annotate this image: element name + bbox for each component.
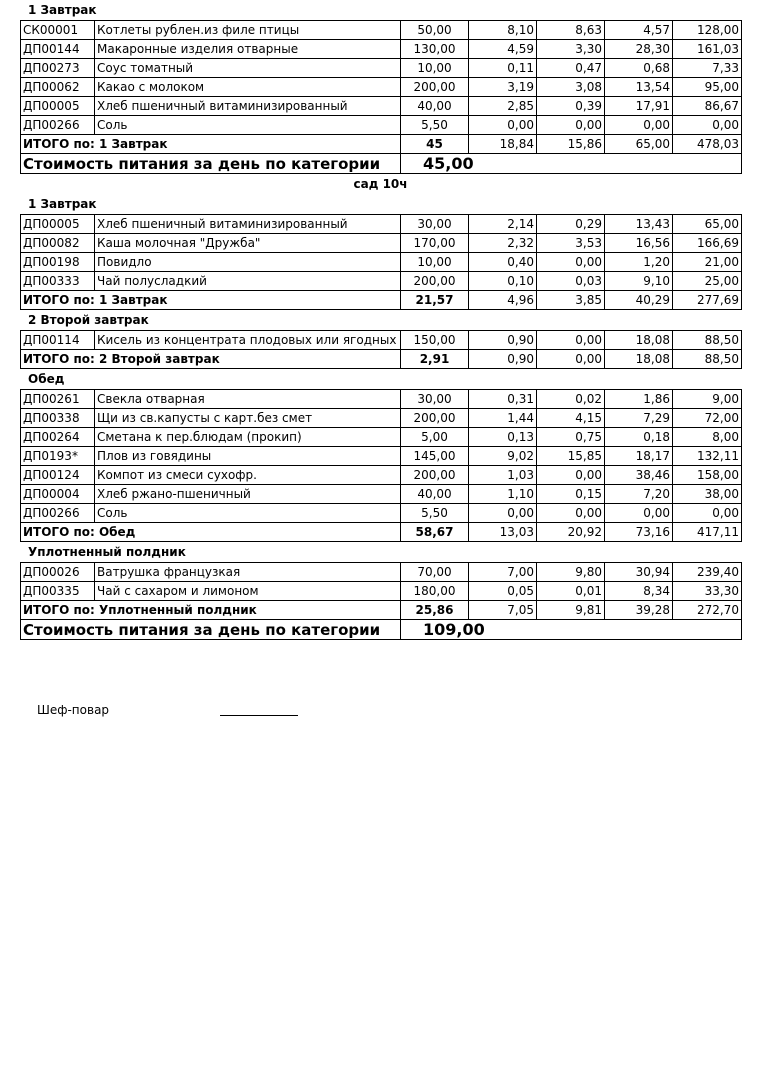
portion-weight: 10,00 (401, 59, 469, 78)
carbs: 18,17 (605, 447, 673, 466)
dish-name: Щи из св.капусты с карт.без смет (95, 409, 401, 428)
calories: 158,00 (673, 466, 742, 485)
dish-name: Какао с молоком (95, 78, 401, 97)
proteins: 9,02 (469, 447, 537, 466)
dish-code: ДП00062 (21, 78, 95, 97)
calories: 161,03 (673, 40, 742, 59)
fats: 0,00 (537, 253, 605, 272)
total-calories: 478,03 (673, 135, 742, 154)
proteins: 3,19 (469, 78, 537, 97)
total-row (21, 291, 742, 310)
table-row (21, 215, 742, 234)
proteins: 2,14 (469, 215, 537, 234)
fats: 0,00 (537, 504, 605, 523)
table-row (21, 78, 742, 97)
dish-code: ДП00082 (21, 234, 95, 253)
portion-weight: 40,00 (401, 97, 469, 116)
calories: 95,00 (673, 78, 742, 97)
fats: 0,15 (537, 485, 605, 504)
fats: 3,53 (537, 234, 605, 253)
carbs: 13,54 (605, 78, 673, 97)
fats: 0,00 (537, 466, 605, 485)
total-fats: 3,85 (537, 291, 605, 310)
total-label: ИТОГО по: Уплотненный полдник (21, 601, 401, 620)
dish-code: ДП00273 (21, 59, 95, 78)
dish-code: ДП00144 (21, 40, 95, 59)
portion-weight: 70,00 (401, 563, 469, 582)
section-title: 2 Второй завтрак (28, 313, 149, 327)
portion-weight: 30,00 (401, 390, 469, 409)
dish-name: Свекла отварная (95, 390, 401, 409)
proteins: 0,13 (469, 428, 537, 447)
proteins: 2,85 (469, 97, 537, 116)
total-carbs: 65,00 (605, 135, 673, 154)
fats: 0,75 (537, 428, 605, 447)
dish-name: Чай полусладкий (95, 272, 401, 291)
dish-name: Соус томатный (95, 59, 401, 78)
fats: 0,03 (537, 272, 605, 291)
calories: 0,00 (673, 504, 742, 523)
section-title: Уплотненный полдник (28, 545, 186, 559)
calories: 25,00 (673, 272, 742, 291)
daily-cost-row (21, 620, 742, 640)
proteins: 0,90 (469, 331, 537, 350)
fats: 0,00 (537, 116, 605, 135)
dish-name: Хлеб пшеничный витаминизированный (95, 215, 401, 234)
carbs: 30,94 (605, 563, 673, 582)
total-label: ИТОГО по: 1 Завтрак (21, 135, 401, 154)
calories: 21,00 (673, 253, 742, 272)
table-row (21, 447, 742, 466)
total-carbs: 40,29 (605, 291, 673, 310)
carbs: 28,30 (605, 40, 673, 59)
dish-code: ДП00335 (21, 582, 95, 601)
carbs: 9,10 (605, 272, 673, 291)
proteins: 0,00 (469, 116, 537, 135)
proteins: 0,11 (469, 59, 537, 78)
proteins: 0,05 (469, 582, 537, 601)
carbs: 4,57 (605, 21, 673, 40)
table-row (21, 409, 742, 428)
carbs: 0,00 (605, 116, 673, 135)
table-row (21, 563, 742, 582)
carbs: 0,00 (605, 504, 673, 523)
dish-code: ДП00266 (21, 504, 95, 523)
carbs: 0,18 (605, 428, 673, 447)
fats: 0,39 (537, 97, 605, 116)
total-proteins: 7,05 (469, 601, 537, 620)
total-calories: 277,69 (673, 291, 742, 310)
table-row (21, 116, 742, 135)
total-proteins: 4,96 (469, 291, 537, 310)
dish-code: ДП00005 (21, 97, 95, 116)
table-row (21, 234, 742, 253)
table-row (21, 504, 742, 523)
fats: 9,80 (537, 563, 605, 582)
proteins: 1,10 (469, 485, 537, 504)
carbs: 13,43 (605, 215, 673, 234)
dish-code: СК00001 (21, 21, 95, 40)
total-calories: 272,70 (673, 601, 742, 620)
menu-table (20, 330, 742, 369)
proteins: 2,32 (469, 234, 537, 253)
total-label: ИТОГО по: 2 Второй завтрак (21, 350, 401, 369)
dish-name: Плов из говядины (95, 447, 401, 466)
dish-name: Повидло (95, 253, 401, 272)
table-row (21, 390, 742, 409)
calories: 86,67 (673, 97, 742, 116)
portion-weight: 130,00 (401, 40, 469, 59)
dish-name: Котлеты рублен.из филе птицы (95, 21, 401, 40)
portion-weight: 5,50 (401, 504, 469, 523)
total-cost: 45 (401, 135, 469, 154)
daily-cost-row (21, 154, 742, 174)
table-row (21, 59, 742, 78)
proteins: 1,44 (469, 409, 537, 428)
total-cost: 58,67 (401, 523, 469, 542)
dish-code: ДП00198 (21, 253, 95, 272)
fats: 0,00 (537, 331, 605, 350)
calories: 0,00 (673, 116, 742, 135)
calories: 88,50 (673, 331, 742, 350)
total-row (21, 523, 742, 542)
carbs: 7,29 (605, 409, 673, 428)
total-label: ИТОГО по: 1 Завтрак (21, 291, 401, 310)
total-fats: 0,00 (537, 350, 605, 369)
carbs: 1,20 (605, 253, 673, 272)
dish-name: Соль (95, 504, 401, 523)
total-cost: 2,91 (401, 350, 469, 369)
daily-cost-value: 109,00 (401, 620, 742, 640)
total-cost: 21,57 (401, 291, 469, 310)
total-fats: 9,81 (537, 601, 605, 620)
proteins: 0,40 (469, 253, 537, 272)
calories: 38,00 (673, 485, 742, 504)
daily-cost-label: Стоимость питания за день по категории (21, 620, 401, 640)
dish-name: Ватрушка французкая (95, 563, 401, 582)
total-proteins: 13,03 (469, 523, 537, 542)
calories: 65,00 (673, 215, 742, 234)
dish-name: Каша молочная "Дружба" (95, 234, 401, 253)
fats: 3,08 (537, 78, 605, 97)
total-calories: 417,11 (673, 523, 742, 542)
table-row (21, 466, 742, 485)
portion-weight: 170,00 (401, 234, 469, 253)
daily-cost-label: Стоимость питания за день по категории (21, 154, 401, 174)
dish-code: ДП00333 (21, 272, 95, 291)
portion-weight: 200,00 (401, 409, 469, 428)
table-row (21, 582, 742, 601)
table-row (21, 40, 742, 59)
table-row (21, 485, 742, 504)
total-fats: 20,92 (537, 523, 605, 542)
menu-report (20, 0, 741, 640)
dish-name: Сметана к пер.блюдам (прокип) (95, 428, 401, 447)
dish-code: ДП00266 (21, 116, 95, 135)
total-row (21, 135, 742, 154)
carbs: 38,46 (605, 466, 673, 485)
table-row (21, 331, 742, 350)
dish-name: Макаронные изделия отварные (95, 40, 401, 59)
table-row (21, 428, 742, 447)
proteins: 1,03 (469, 466, 537, 485)
portion-weight: 200,00 (401, 466, 469, 485)
fats: 3,30 (537, 40, 605, 59)
carbs: 0,68 (605, 59, 673, 78)
menu-table (20, 214, 742, 310)
proteins: 0,00 (469, 504, 537, 523)
menu-table (20, 20, 742, 174)
fats: 0,02 (537, 390, 605, 409)
section-title: Обед (28, 372, 65, 386)
portion-weight: 150,00 (401, 331, 469, 350)
dish-code: ДП00004 (21, 485, 95, 504)
portion-weight: 180,00 (401, 582, 469, 601)
total-proteins: 0,90 (469, 350, 537, 369)
fats: 15,85 (537, 447, 605, 466)
dish-name: Компот из смеси сухофр. (95, 466, 401, 485)
dish-code: ДП00124 (21, 466, 95, 485)
total-row (21, 350, 742, 369)
carbs: 7,20 (605, 485, 673, 504)
fats: 0,01 (537, 582, 605, 601)
block-heading: сад 10ч (353, 177, 408, 191)
menu-table (20, 562, 742, 640)
fats: 0,29 (537, 215, 605, 234)
dish-code: ДП00264 (21, 428, 95, 447)
dish-name: Хлеб пшеничный витаминизированный (95, 97, 401, 116)
dish-code: ДП00261 (21, 390, 95, 409)
proteins: 0,10 (469, 272, 537, 291)
total-row (21, 601, 742, 620)
table-row (21, 272, 742, 291)
table-row (21, 97, 742, 116)
section-title: 1 Завтрак (28, 197, 97, 211)
total-calories: 88,50 (673, 350, 742, 369)
fats: 0,47 (537, 59, 605, 78)
portion-weight: 40,00 (401, 485, 469, 504)
proteins: 8,10 (469, 21, 537, 40)
carbs: 17,91 (605, 97, 673, 116)
calories: 132,11 (673, 447, 742, 466)
portion-weight: 200,00 (401, 272, 469, 291)
total-carbs: 18,08 (605, 350, 673, 369)
dish-code: ДП00114 (21, 331, 95, 350)
calories: 33,30 (673, 582, 742, 601)
carbs: 1,86 (605, 390, 673, 409)
portion-weight: 145,00 (401, 447, 469, 466)
calories: 166,69 (673, 234, 742, 253)
dish-name: Хлеб ржано-пшеничный (95, 485, 401, 504)
calories: 9,00 (673, 390, 742, 409)
signature-line (220, 715, 298, 716)
calories: 7,33 (673, 59, 742, 78)
dish-name: Кисель из концентрата плодовых или ягодных (95, 331, 401, 350)
dish-name: Соль (95, 116, 401, 135)
table-row (21, 21, 742, 40)
menu-table (20, 389, 742, 542)
chef-signature-label: Шеф-повар (37, 703, 110, 717)
calories: 239,40 (673, 563, 742, 582)
total-carbs: 73,16 (605, 523, 673, 542)
total-label: ИТОГО по: Обед (21, 523, 401, 542)
daily-cost-value: 45,00 (401, 154, 742, 174)
carbs: 8,34 (605, 582, 673, 601)
table-row (21, 253, 742, 272)
dish-code: ДП00005 (21, 215, 95, 234)
calories: 72,00 (673, 409, 742, 428)
proteins: 0,31 (469, 390, 537, 409)
portion-weight: 30,00 (401, 215, 469, 234)
calories: 8,00 (673, 428, 742, 447)
dish-name: Чай с сахаром и лимоном (95, 582, 401, 601)
carbs: 18,08 (605, 331, 673, 350)
portion-weight: 5,00 (401, 428, 469, 447)
dish-code: ДП0193* (21, 447, 95, 466)
portion-weight: 10,00 (401, 253, 469, 272)
carbs: 16,56 (605, 234, 673, 253)
fats: 8,63 (537, 21, 605, 40)
portion-weight: 50,00 (401, 21, 469, 40)
total-proteins: 18,84 (469, 135, 537, 154)
calories: 128,00 (673, 21, 742, 40)
proteins: 7,00 (469, 563, 537, 582)
total-fats: 15,86 (537, 135, 605, 154)
portion-weight: 5,50 (401, 116, 469, 135)
dish-code: ДП00338 (21, 409, 95, 428)
portion-weight: 200,00 (401, 78, 469, 97)
proteins: 4,59 (469, 40, 537, 59)
section-title: 1 Завтрак (28, 3, 97, 17)
total-carbs: 39,28 (605, 601, 673, 620)
total-cost: 25,86 (401, 601, 469, 620)
fats: 4,15 (537, 409, 605, 428)
dish-code: ДП00026 (21, 563, 95, 582)
